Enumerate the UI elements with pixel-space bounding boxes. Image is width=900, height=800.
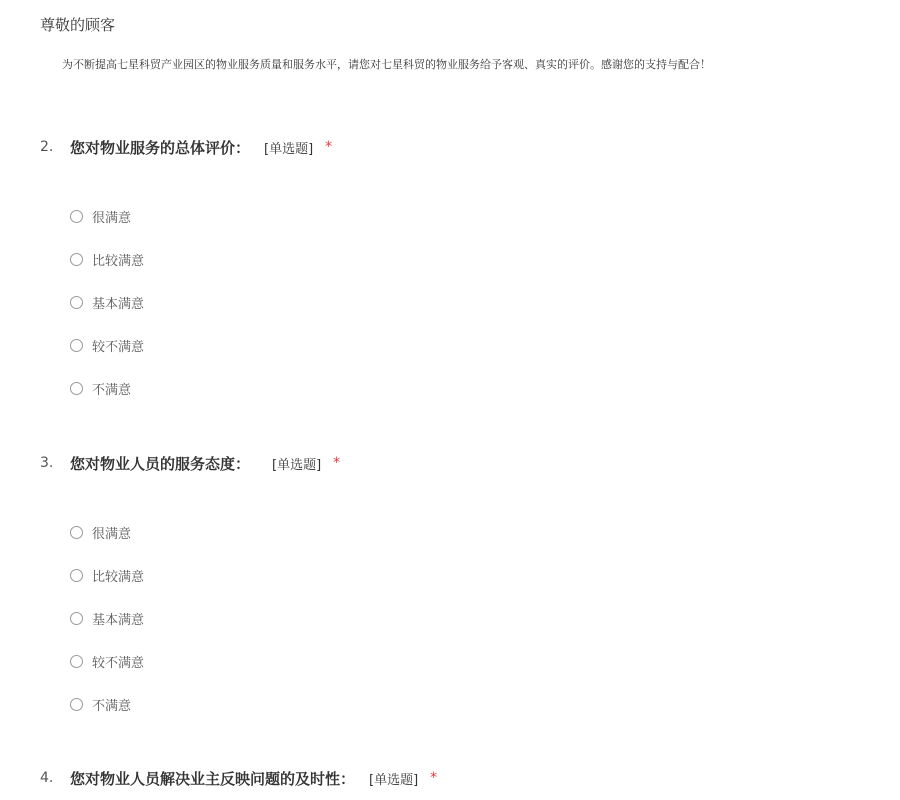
- option-label[interactable]: 基本满意: [92, 296, 145, 312]
- radio-button[interactable]: [70, 382, 83, 395]
- question-type-label: [单选题]: [369, 772, 419, 788]
- option-very-satisfied[interactable]: [70, 522, 131, 542]
- option-label[interactable]: 很满意: [92, 210, 132, 226]
- radio-button[interactable]: [70, 698, 83, 711]
- option-label[interactable]: 比较满意: [92, 253, 145, 269]
- question-number: 2.: [40, 139, 54, 155]
- radio-button[interactable]: [70, 210, 83, 223]
- question-number: 4.: [40, 770, 54, 786]
- option-somewhat-dissatisfied[interactable]: [70, 335, 144, 355]
- option-label[interactable]: 较不满意: [92, 655, 145, 671]
- radio-button[interactable]: [70, 569, 83, 582]
- question-type-label: [单选题]: [264, 141, 314, 157]
- radio-button[interactable]: [70, 339, 83, 352]
- question-title: 您对物业人员的服务态度：: [70, 454, 251, 473]
- radio-button[interactable]: [70, 655, 83, 668]
- radio-button[interactable]: [70, 253, 83, 266]
- option-dissatisfied[interactable]: [70, 378, 131, 398]
- option-fairly-satisfied[interactable]: [70, 249, 144, 269]
- required-marker: *: [430, 770, 438, 786]
- option-label[interactable]: 不满意: [92, 382, 132, 398]
- question-title: 您对物业服务的总体评价：: [70, 138, 251, 157]
- option-label[interactable]: 不满意: [92, 698, 132, 714]
- intro-text: 为不断提高七星科贸产业园区的物业服务质量和服务水平，请您对七星科贸的物业服务给予客观、真实的评价。感谢您的支持与配合！: [62, 58, 711, 71]
- option-somewhat-dissatisfied[interactable]: [70, 651, 144, 671]
- question-header: [40, 135, 332, 159]
- option-dissatisfied[interactable]: [70, 694, 131, 714]
- required-marker: *: [333, 455, 341, 471]
- radio-button[interactable]: [70, 526, 83, 539]
- option-basically-satisfied[interactable]: [70, 292, 144, 312]
- option-basically-satisfied[interactable]: [70, 608, 144, 628]
- question-number: 3.: [40, 455, 54, 471]
- option-fairly-satisfied[interactable]: [70, 565, 144, 585]
- option-very-satisfied[interactable]: [70, 206, 131, 226]
- radio-button[interactable]: [70, 296, 83, 309]
- question-header: [40, 451, 340, 475]
- question-header: [40, 766, 437, 790]
- question-title: 您对物业人员解决业主反映问题的及时性：: [70, 769, 356, 788]
- required-marker: *: [325, 139, 333, 155]
- question-type-label: [单选题]: [272, 457, 322, 473]
- greeting-text: 尊敬的顾客: [40, 16, 116, 34]
- radio-button[interactable]: [70, 612, 83, 625]
- option-label[interactable]: 基本满意: [92, 612, 145, 628]
- option-label[interactable]: 很满意: [92, 526, 132, 542]
- option-label[interactable]: 较不满意: [92, 339, 145, 355]
- option-label[interactable]: 比较满意: [92, 569, 145, 585]
